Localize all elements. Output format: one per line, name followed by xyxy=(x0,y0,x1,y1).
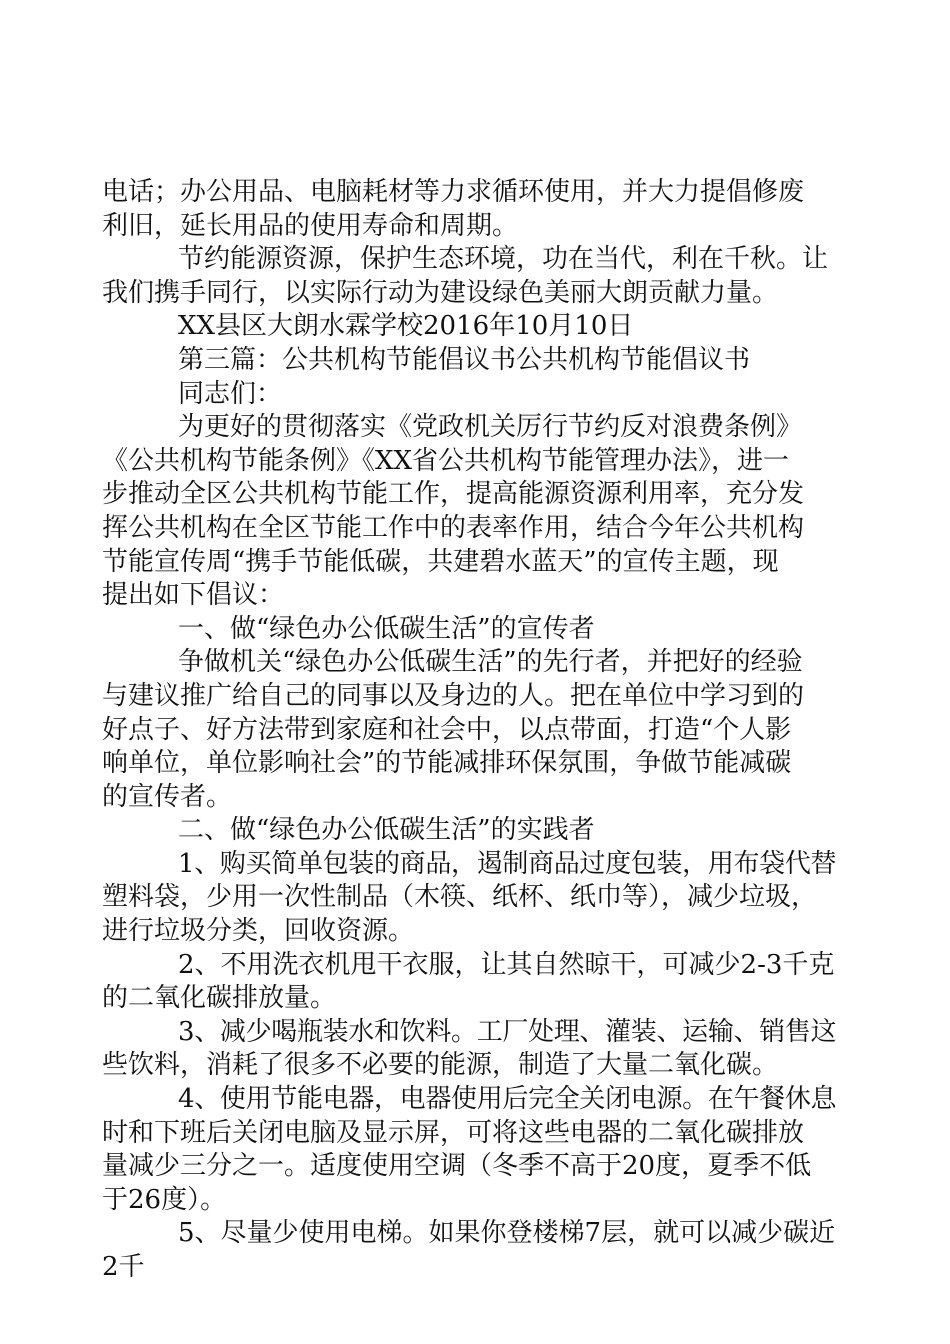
text-line: 第三篇：公共机构节能倡议书公共机构节能倡议书 xyxy=(178,344,751,375)
text-line: 争做机关“绿色办公低碳生活”的先行者，并把好的经验 xyxy=(178,647,803,678)
text-line: 2、不用洗衣机甩干衣服，让其自然晾干，可减少2-3千克 xyxy=(178,949,835,980)
text-line: 响单位，单位影响社会”的节能减排环保氛围，争做节能减碳 xyxy=(102,748,792,779)
text-line: 节约能源资源，保护生态环境，功在当代，利在千秋。让 xyxy=(178,244,829,275)
text-line: XX县区大朗水霖学校2016年10月10日 xyxy=(178,311,634,342)
text-line: 挥公共机构在全区节能工作中的表率作用，结合今年公共机构 xyxy=(102,512,805,543)
document-body xyxy=(102,176,837,1285)
text-line: 步推动全区公共机构节能工作，提高能源资源利用率，充分发 xyxy=(102,479,805,510)
text-line: 《公共机构节能条例》《XX省公共机构节能管理办法》，进一 xyxy=(102,445,790,476)
text-line: 节能宣传周“携手节能低碳，共建碧水蓝天”的宣传主题，现 xyxy=(102,546,779,577)
text-line: 1、购买简单包装的商品，遏制商品过度包装，用布袋代替 xyxy=(178,848,837,879)
text-line: 时和下班后关闭电脑及显示屏，可将这些电器的二氧化碳排放 xyxy=(102,1117,805,1148)
text-line: 好点子、好方法带到家庭和社会中，以点带面，打造“个人影 xyxy=(102,714,792,745)
text-line: 3、减少喝瓶装水和饮料。工厂处理、灌装、运输、销售这 xyxy=(178,1016,837,1047)
text-line: 些饮料，消耗了很多不必要的能源，制造了大量二氧化碳。 xyxy=(102,1050,779,1081)
text-line: 利旧，延长用品的使用寿命和周期。 xyxy=(102,210,519,241)
text-line: 于26度）。 xyxy=(102,1184,227,1215)
text-line: 2千 xyxy=(102,1252,145,1282)
text-line: 的二氧化碳排放量。 xyxy=(102,983,337,1014)
text-line: 一、做“绿色办公低碳生活”的宣传者 xyxy=(178,613,595,644)
text-line: 提出如下倡议： xyxy=(102,580,285,611)
text-line: 量减少三分之一。适度使用空调（冬季不高于20度，夏季不低 xyxy=(102,1151,812,1182)
text-line: 的宣传者。 xyxy=(102,781,233,812)
text-line: 同志们： xyxy=(178,378,283,409)
text-line: 进行垃圾分类，回收资源。 xyxy=(102,916,415,947)
text-line: 5、尽量少使用电梯。如果你登楼梯7层，就可以减少碳近 xyxy=(178,1218,836,1249)
text-line: 塑料袋，少用一次性制品（木筷、纸杯、纸巾等），减少垃圾， xyxy=(102,882,818,913)
text-line: 为更好的贯彻落实《党政机关厉行节约反对浪费条例》 xyxy=(178,412,803,443)
text-line: 电话；办公用品、电脑耗材等力求循环使用，并大力提倡修废 xyxy=(102,177,805,207)
text-line: 与建议推广给自己的同事以及身边的人。把在单位中学习到的 xyxy=(102,680,805,711)
text-line: 我们携手同行，以实际行动为建设绿色美丽大朗贡献力量。 xyxy=(102,277,779,308)
text-line: 二、做“绿色办公低碳生活”的实践者 xyxy=(178,815,595,846)
text-line: 4、使用节能电器，电器使用后完全关闭电源。在午餐休息 xyxy=(178,1084,837,1115)
